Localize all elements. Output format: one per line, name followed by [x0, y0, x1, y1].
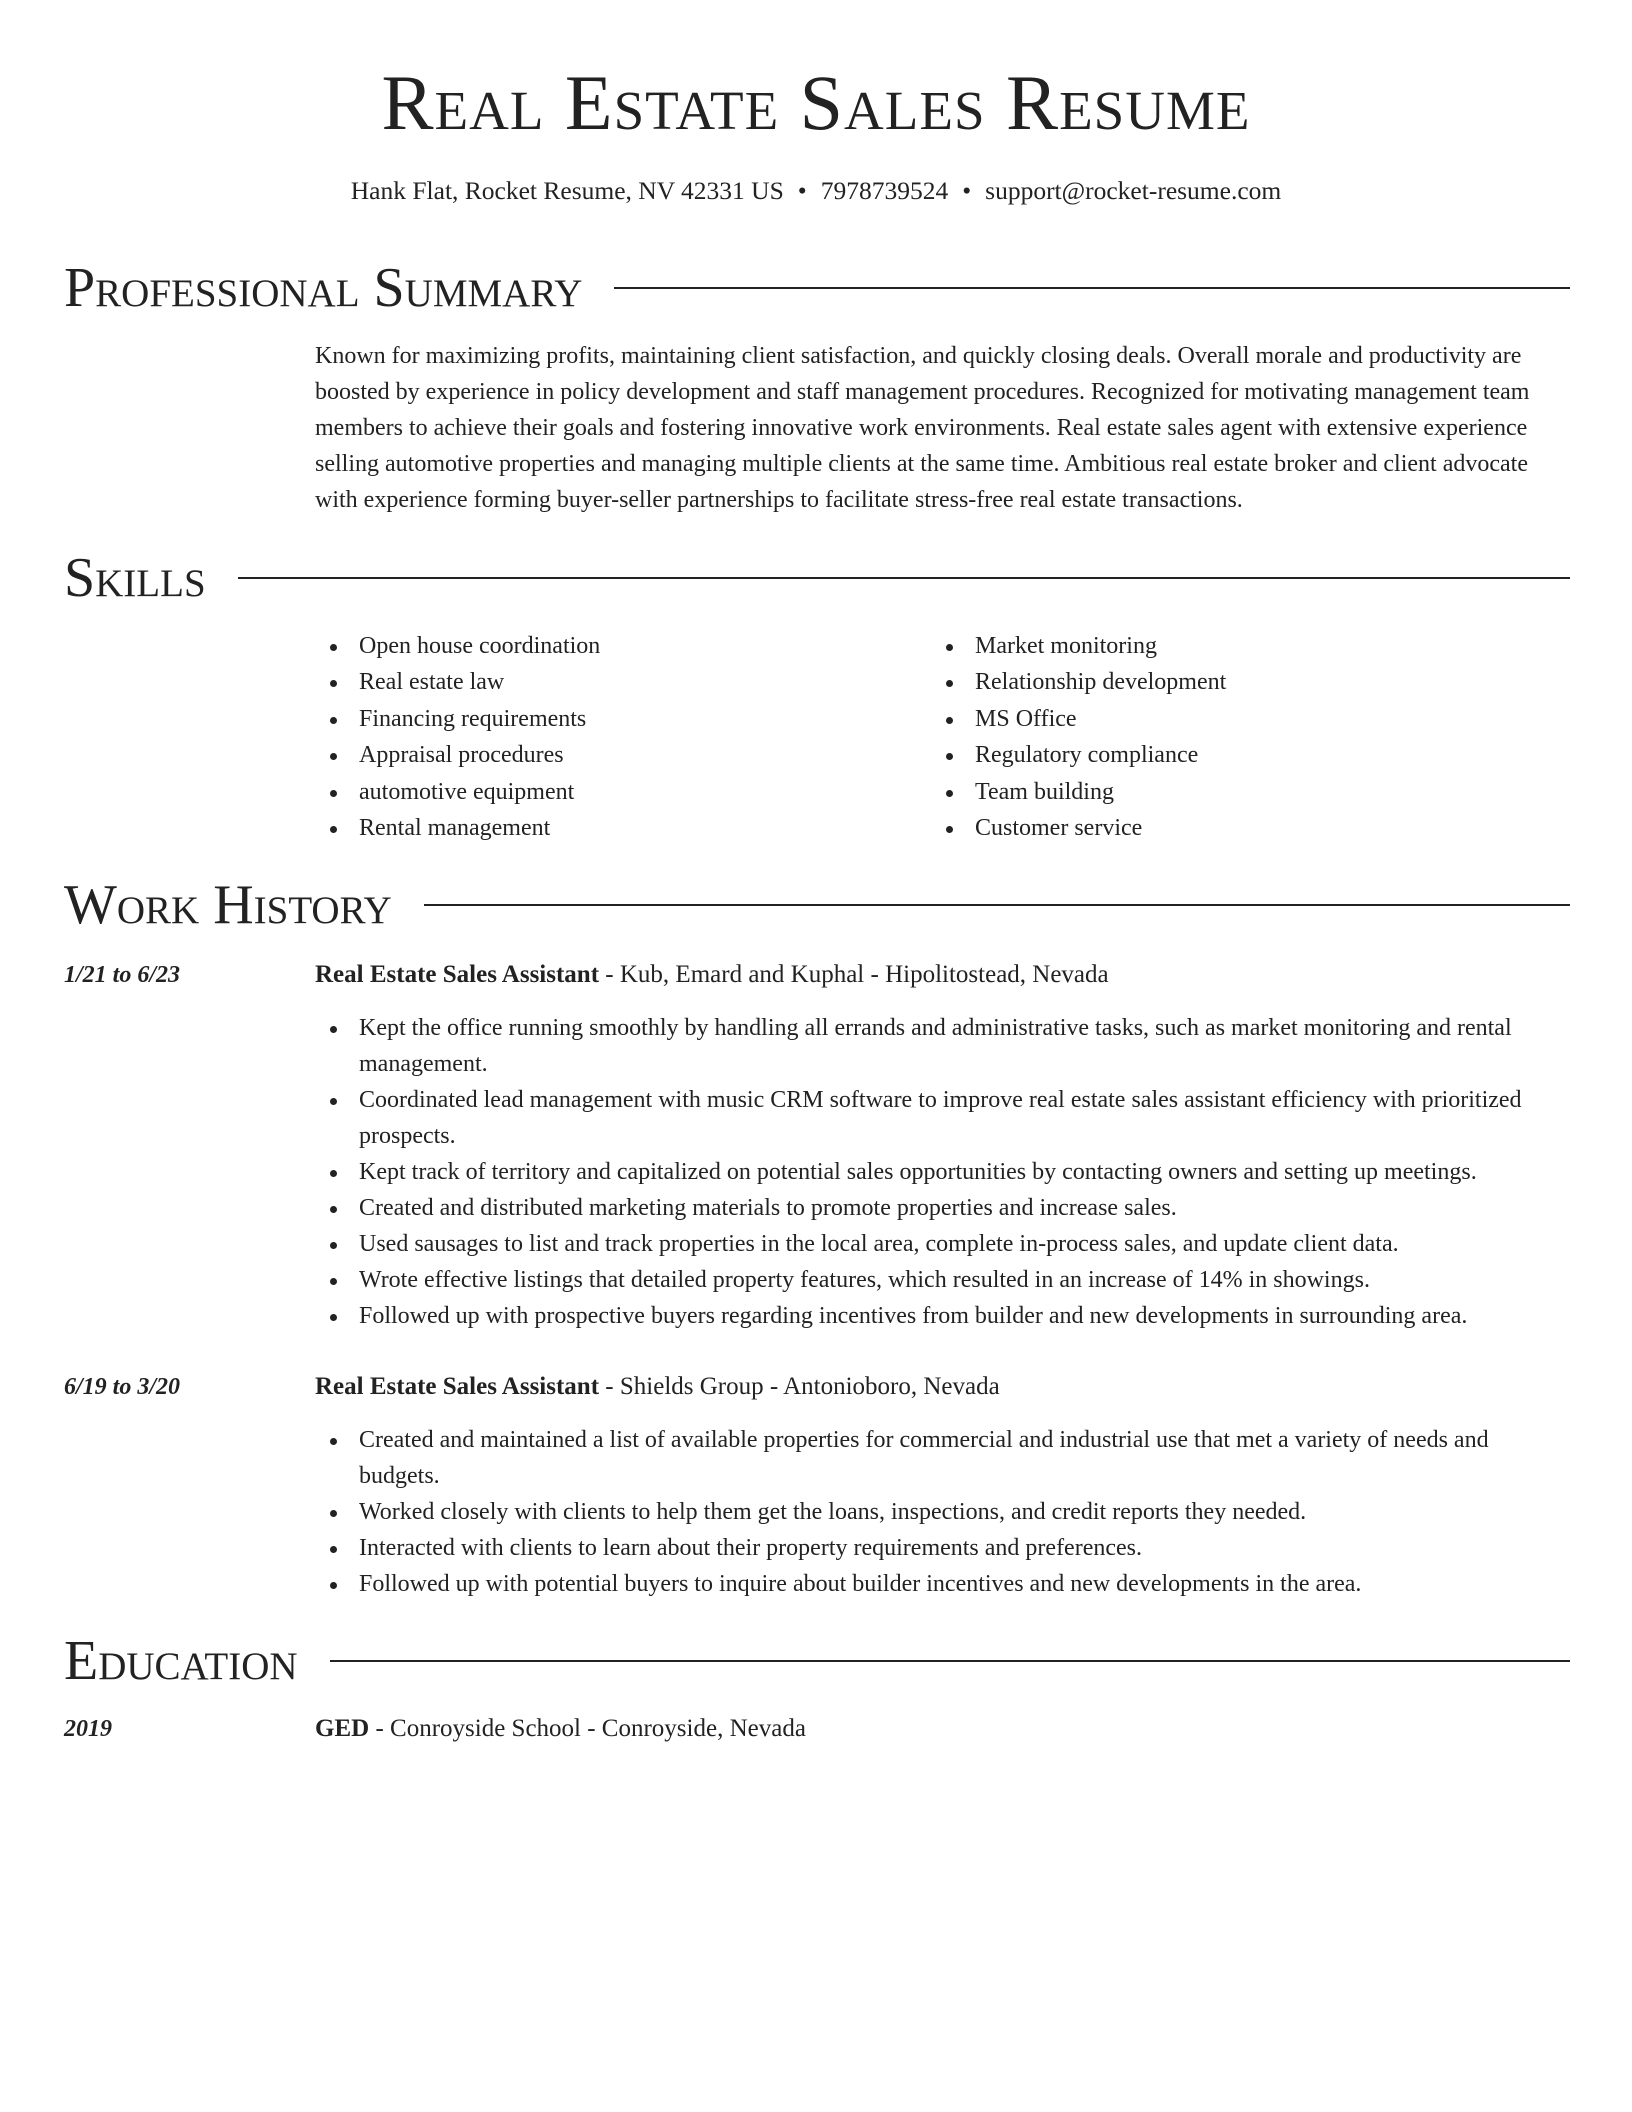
job-title: Real Estate Sales Assistant [315, 961, 600, 988]
contact-address: Hank Flat, Rocket Resume, NV 42331 US [350, 176, 784, 205]
job-dates: 6/19 to 3/20 [64, 1374, 181, 1400]
contact-phone: 7978739524 [820, 176, 949, 205]
work-heading: Work History [64, 874, 392, 936]
duty-item: Worked closely with clients to help them get the loans, inspections, and credit reports they needed. [315, 1494, 1571, 1530]
job-duties [315, 1422, 1571, 1602]
duty-item: Followed up with potential buyers to inquire about builder incentives and new developments in the area. [315, 1566, 1571, 1602]
contact-separator: • [797, 176, 807, 205]
skills-list-left [315, 628, 915, 846]
work-section-header [64, 873, 1570, 937]
skill-item: Relationship development [931, 664, 1531, 700]
skill-item: Customer service [931, 810, 1531, 846]
education-entry [315, 1712, 806, 1746]
skill-item: Appraisal procedures [315, 737, 915, 773]
section-divider [614, 287, 1570, 289]
job-employer: - Shields Group - Antonioboro, Nevada [599, 1373, 1000, 1400]
duty-item: Created and distributed marketing materials to promote properties and increase sales. [315, 1190, 1571, 1226]
job-duties [315, 1010, 1571, 1334]
section-divider [330, 1660, 1570, 1662]
job-heading [315, 958, 1109, 992]
duty-item: Kept the office running smoothly by handling all errands and administrative tasks, such as market monitoring and rental management. [315, 1010, 1571, 1082]
resume-title: Real Estate Sales Resume [381, 59, 1251, 146]
summary-section-header [64, 256, 1570, 320]
section-divider [424, 904, 1570, 906]
duty-item: Followed up with prospective buyers regarding incentives from builder and new developments in surrounding area. [315, 1298, 1571, 1334]
skill-item: Regulatory compliance [931, 737, 1531, 773]
skills-list-right [931, 628, 1531, 846]
skill-item: Financing requirements [315, 701, 915, 737]
skill-item: automotive equipment [315, 774, 915, 810]
skill-item: Market monitoring [931, 628, 1531, 664]
education-school: - Conroyside School - Conroyside, Nevada [369, 1715, 806, 1742]
job-title: Real Estate Sales Assistant [315, 1373, 600, 1400]
job-heading [315, 1370, 1000, 1404]
education-section-header [64, 1629, 1570, 1693]
education-year: 2019 [64, 1716, 112, 1742]
duty-item: Coordinated lead management with music CRM software to improve real estate sales assistant efficiency with prioritized prospects. [315, 1082, 1571, 1154]
contact-line [0, 174, 1632, 208]
contact-separator: • [962, 176, 972, 205]
summary-heading: Professional Summary [64, 257, 583, 319]
duty-item: Used sausages to list and track properties in the local area, complete in-process sales, and update client data. [315, 1226, 1571, 1262]
skills-heading: Skills [64, 547, 206, 609]
duty-item: Wrote effective listings that detailed property features, which resulted in an increase of 14% in showings. [315, 1262, 1571, 1298]
summary-text: Known for maximizing profits, maintaining client satisfaction, and quickly closing deals. Overall morale and productivity are boosted by experience in policy development and staff management procedures. Recognized for motivating management team members to achieve their goals and fostering innovative work environments. Real estate sales agent with extensive experience selling automotive properties and managing multiple clients at the same time. Ambitious real estate broker and client advocate with experience forming buyer-seller partnerships to facilitate stress-free real estate transactions. [315, 343, 1530, 513]
education-heading: Education [64, 1630, 298, 1692]
duty-item: Created and maintained a list of available properties for commercial and industrial use that met a variety of needs and budgets. [315, 1422, 1571, 1494]
contact-email: support@rocket-resume.com [985, 176, 1282, 205]
skill-item: Open house coordination [315, 628, 915, 664]
duty-item: Interacted with clients to learn about their property requirements and preferences. [315, 1530, 1571, 1566]
duty-item: Kept track of territory and capitalized on potential sales opportunities by contacting owners and setting up meetings. [315, 1154, 1571, 1190]
skill-item: Real estate law [315, 664, 915, 700]
skill-item: MS Office [931, 701, 1531, 737]
job-employer: - Kub, Emard and Kuphal - Hipolitostead, Nevada [599, 961, 1109, 988]
skills-section-header [64, 546, 1570, 610]
section-divider [238, 577, 1570, 579]
skill-item: Team building [931, 774, 1531, 810]
job-dates: 1/21 to 6/23 [64, 962, 181, 988]
education-degree: GED [315, 1715, 370, 1742]
skill-item: Rental management [315, 810, 915, 846]
